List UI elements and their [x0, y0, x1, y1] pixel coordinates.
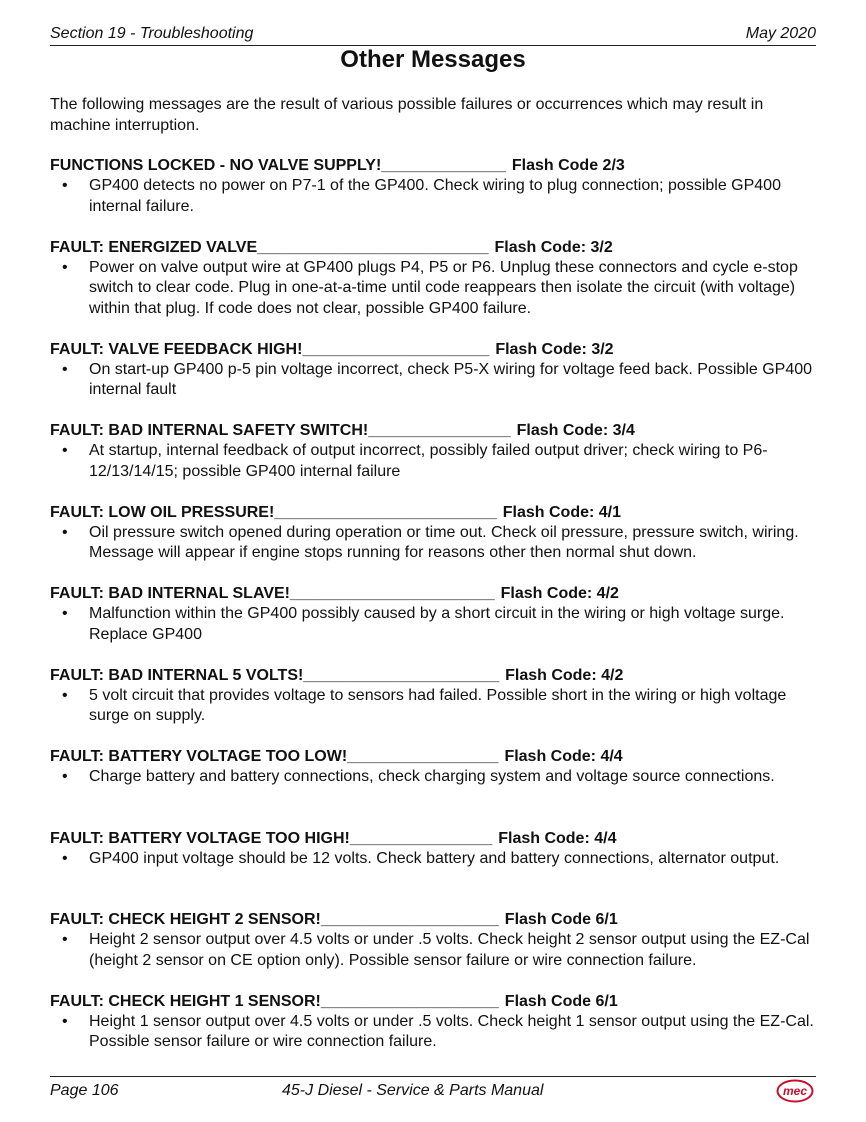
section-label: Section 19 - Troubleshooting [50, 25, 254, 42]
message-heading [50, 910, 820, 930]
bullet-icon: • [62, 258, 68, 276]
bullet-icon: • [62, 177, 68, 194]
mec-logo [776, 1079, 814, 1103]
bullet-icon: • [62, 1012, 68, 1030]
description-text: Charge battery and battery connections, check charging system and voltage source connections. [89, 768, 775, 785]
bullet-icon: • [62, 605, 68, 622]
description-text: Malfunction within the GP400 possibly caused by a short circuit in the wiring or high voltage surge. Replace GP400 [89, 605, 785, 643]
message-heading [50, 747, 820, 767]
message-description [50, 849, 819, 870]
message-description [50, 360, 819, 401]
message-heading [50, 992, 820, 1012]
page-header [50, 21, 816, 46]
message-heading [50, 156, 820, 176]
message-heading [50, 340, 820, 360]
message-heading [50, 421, 820, 441]
message-entry [50, 238, 820, 340]
message-name: FAULT: BAD INTERNAL SAFETY SWITCH!________________ [50, 422, 511, 439]
message-name: FAULT: CHECK HEIGHT 1 SENSOR!____________________ [50, 992, 499, 1010]
description-text: Oil pressure switch opened during operation or time out. Check oil pressure, pressure switch, wiring. Message will appear if engine stops running for reasons other then normal shut down. [89, 523, 799, 561]
message-entry [50, 421, 820, 503]
flash-code: Flash Code: 3/2 [495, 340, 614, 358]
message-description [50, 1012, 819, 1053]
bullet-icon: • [62, 931, 68, 948]
message-heading [50, 238, 820, 258]
intro-paragraph: The following messages are the result of various possible failures or occurrences which may result in machine interruption. [50, 96, 764, 134]
page-number: Page 106 [50, 1082, 119, 1099]
bullet-icon: • [62, 849, 68, 867]
message-heading [50, 666, 820, 686]
header-date: May 2020 [745, 25, 816, 42]
message-name: FAULT: ENERGIZED VALVE__________________________ [50, 238, 489, 256]
page-footer [50, 1076, 816, 1107]
description-text: GP400 input voltage should be 12 volts. Check battery and battery connections, alternator output. [89, 849, 780, 867]
flash-code: Flash Code: 4/2 [505, 666, 624, 684]
message-description [50, 176, 819, 217]
message-description [50, 523, 819, 564]
message-description [50, 767, 819, 788]
message-entry [50, 829, 820, 911]
flash-code: Flash Code: 4/4 [504, 748, 623, 765]
message-entry [50, 340, 820, 422]
flash-code: Flash Code: 4/1 [502, 503, 622, 521]
description-text: On start-up GP400 p-5 pin voltage incorrect, check P5-X wiring for voltage feed back. Possible GP400 internal fault [89, 360, 813, 398]
message-name: FAULT: BAD INTERNAL SLAVE!_______________________ [50, 585, 495, 602]
message-name: FAULT: BATTERY VOLTAGE TOO HIGH!________________ [50, 829, 493, 847]
message-name: FAULT: VALVE FEEDBACK HIGH!_____________________ [50, 340, 490, 358]
message-entry [50, 503, 820, 585]
flash-code: Flash Code: 4/4 [498, 829, 617, 847]
manual-title: 45-J Diesel - Service & Parts Manual [282, 1082, 544, 1099]
description-text: Height 2 sensor output over 4.5 volts or under .5 volts. Check height 2 sensor output using the EZ-Cal (height 2 sensor on CE option only). Possible sensor failure or wire connection failure. [89, 931, 810, 969]
message-entry [50, 910, 820, 992]
message-description [50, 604, 819, 645]
message-name: FAULT: LOW OIL PRESSURE!_________________________ [50, 503, 497, 521]
message-description [50, 686, 819, 727]
message-name: FAULT: BAD INTERNAL 5 VOLTS!______________________ [50, 666, 500, 684]
flash-code: Flash Code: 4/2 [500, 585, 619, 602]
description-text: Height 1 sensor output over 4.5 volts or under .5 volts. Check height 1 sensor output using the EZ-Cal. Possible sensor failure or wire connection failure. [89, 1012, 814, 1050]
svg-text:mec: mec [782, 1084, 808, 1098]
flash-code: Flash Code 6/1 [504, 911, 618, 928]
message-entry [50, 666, 820, 748]
flash-code: Flash Code: 3/4 [516, 422, 635, 439]
bullet-icon: • [62, 768, 68, 785]
message-entry [50, 584, 820, 666]
message-description [50, 258, 819, 320]
message-name: FAULT: CHECK HEIGHT 2 SENSOR!____________________ [50, 911, 499, 928]
message-description [50, 930, 819, 971]
message-heading [50, 584, 820, 604]
flash-code: Flash Code 6/1 [504, 992, 618, 1010]
bullet-icon: • [62, 686, 68, 704]
message-heading [50, 503, 820, 523]
message-entry [50, 747, 820, 829]
message-name: FAULT: BATTERY VOLTAGE TOO LOW!_________________ [50, 748, 499, 765]
bullet-icon: • [62, 442, 68, 459]
description-text: 5 volt circuit that provides voltage to sensors had failed. Possible short in the wiring or high voltage surge on supply. [89, 686, 787, 724]
bullet-icon: • [62, 523, 68, 541]
message-entry [50, 992, 820, 1074]
flash-code: Flash Code 2/3 [511, 157, 625, 174]
bullet-icon: • [62, 360, 68, 378]
description-text: GP400 detects no power on P7-1 of the GP400. Check wiring to plug connection; possible GP400 internal failure. [89, 177, 781, 215]
description-text: At startup, internal feedback of output incorrect, possibly failed output driver; check wiring to P6-12/13/14/15; possible GP400 internal failure [89, 442, 768, 480]
message-list [50, 156, 820, 1073]
message-description [50, 441, 819, 482]
page-title: Other Messages [340, 46, 526, 73]
description-text: Power on valve output wire at GP400 plugs P4, P5 or P6. Unplug these connectors and cycle e-stop switch to clear code. Plug in one-at-a-time until code reappears then isolate the circuit (with voltage) within that plug. If code does not clear, possible GP400 failure. [89, 258, 798, 317]
flash-code: Flash Code: 3/2 [494, 238, 613, 256]
message-entry [50, 156, 820, 238]
message-name: FUNCTIONS LOCKED - NO VALVE SUPPLY!______________ [50, 157, 506, 174]
message-heading [50, 829, 820, 849]
